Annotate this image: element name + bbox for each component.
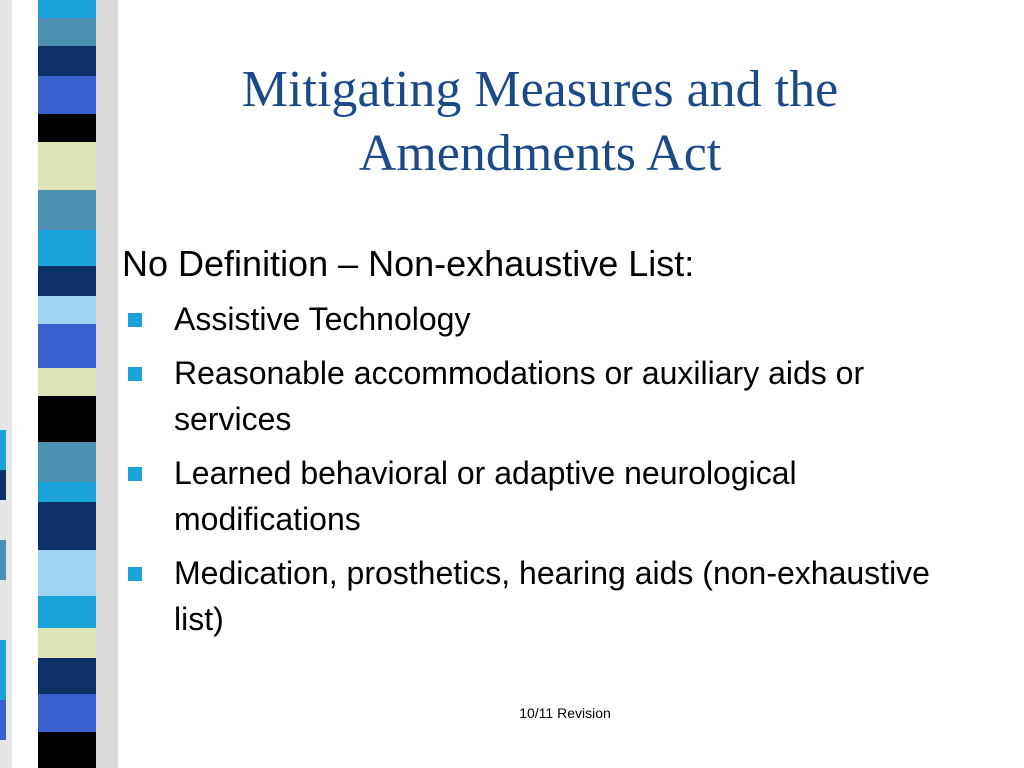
slide-footer: 10/11 Revision	[519, 705, 611, 721]
bullet-text: Assistive Technology	[174, 301, 471, 337]
slide-content	[122, 240, 982, 642]
decorative-stripe	[0, 0, 120, 768]
bullet-item	[122, 550, 982, 642]
list-heading: No Definition – Non-exhaustive List:	[122, 243, 695, 284]
square-bullet-icon	[128, 313, 142, 327]
bullet-item	[122, 450, 982, 542]
bullet-text: Reasonable accommodations or auxiliary aids or services	[174, 355, 865, 437]
bullet-item	[122, 296, 982, 342]
square-bullet-icon	[128, 367, 142, 381]
square-bullet-icon	[128, 467, 142, 481]
slide-title: Mitigating Measures and the Amendments Act	[241, 61, 839, 182]
bullet-text: Medication, prosthetics, hearing aids (non-exhaustive list)	[174, 555, 930, 637]
bullet-list	[122, 296, 982, 642]
bullet-text: Learned behavioral or adaptive neurological modifications	[174, 455, 797, 537]
square-bullet-icon	[128, 567, 142, 581]
bullet-item	[122, 350, 982, 442]
stripe-graphic	[0, 0, 120, 768]
